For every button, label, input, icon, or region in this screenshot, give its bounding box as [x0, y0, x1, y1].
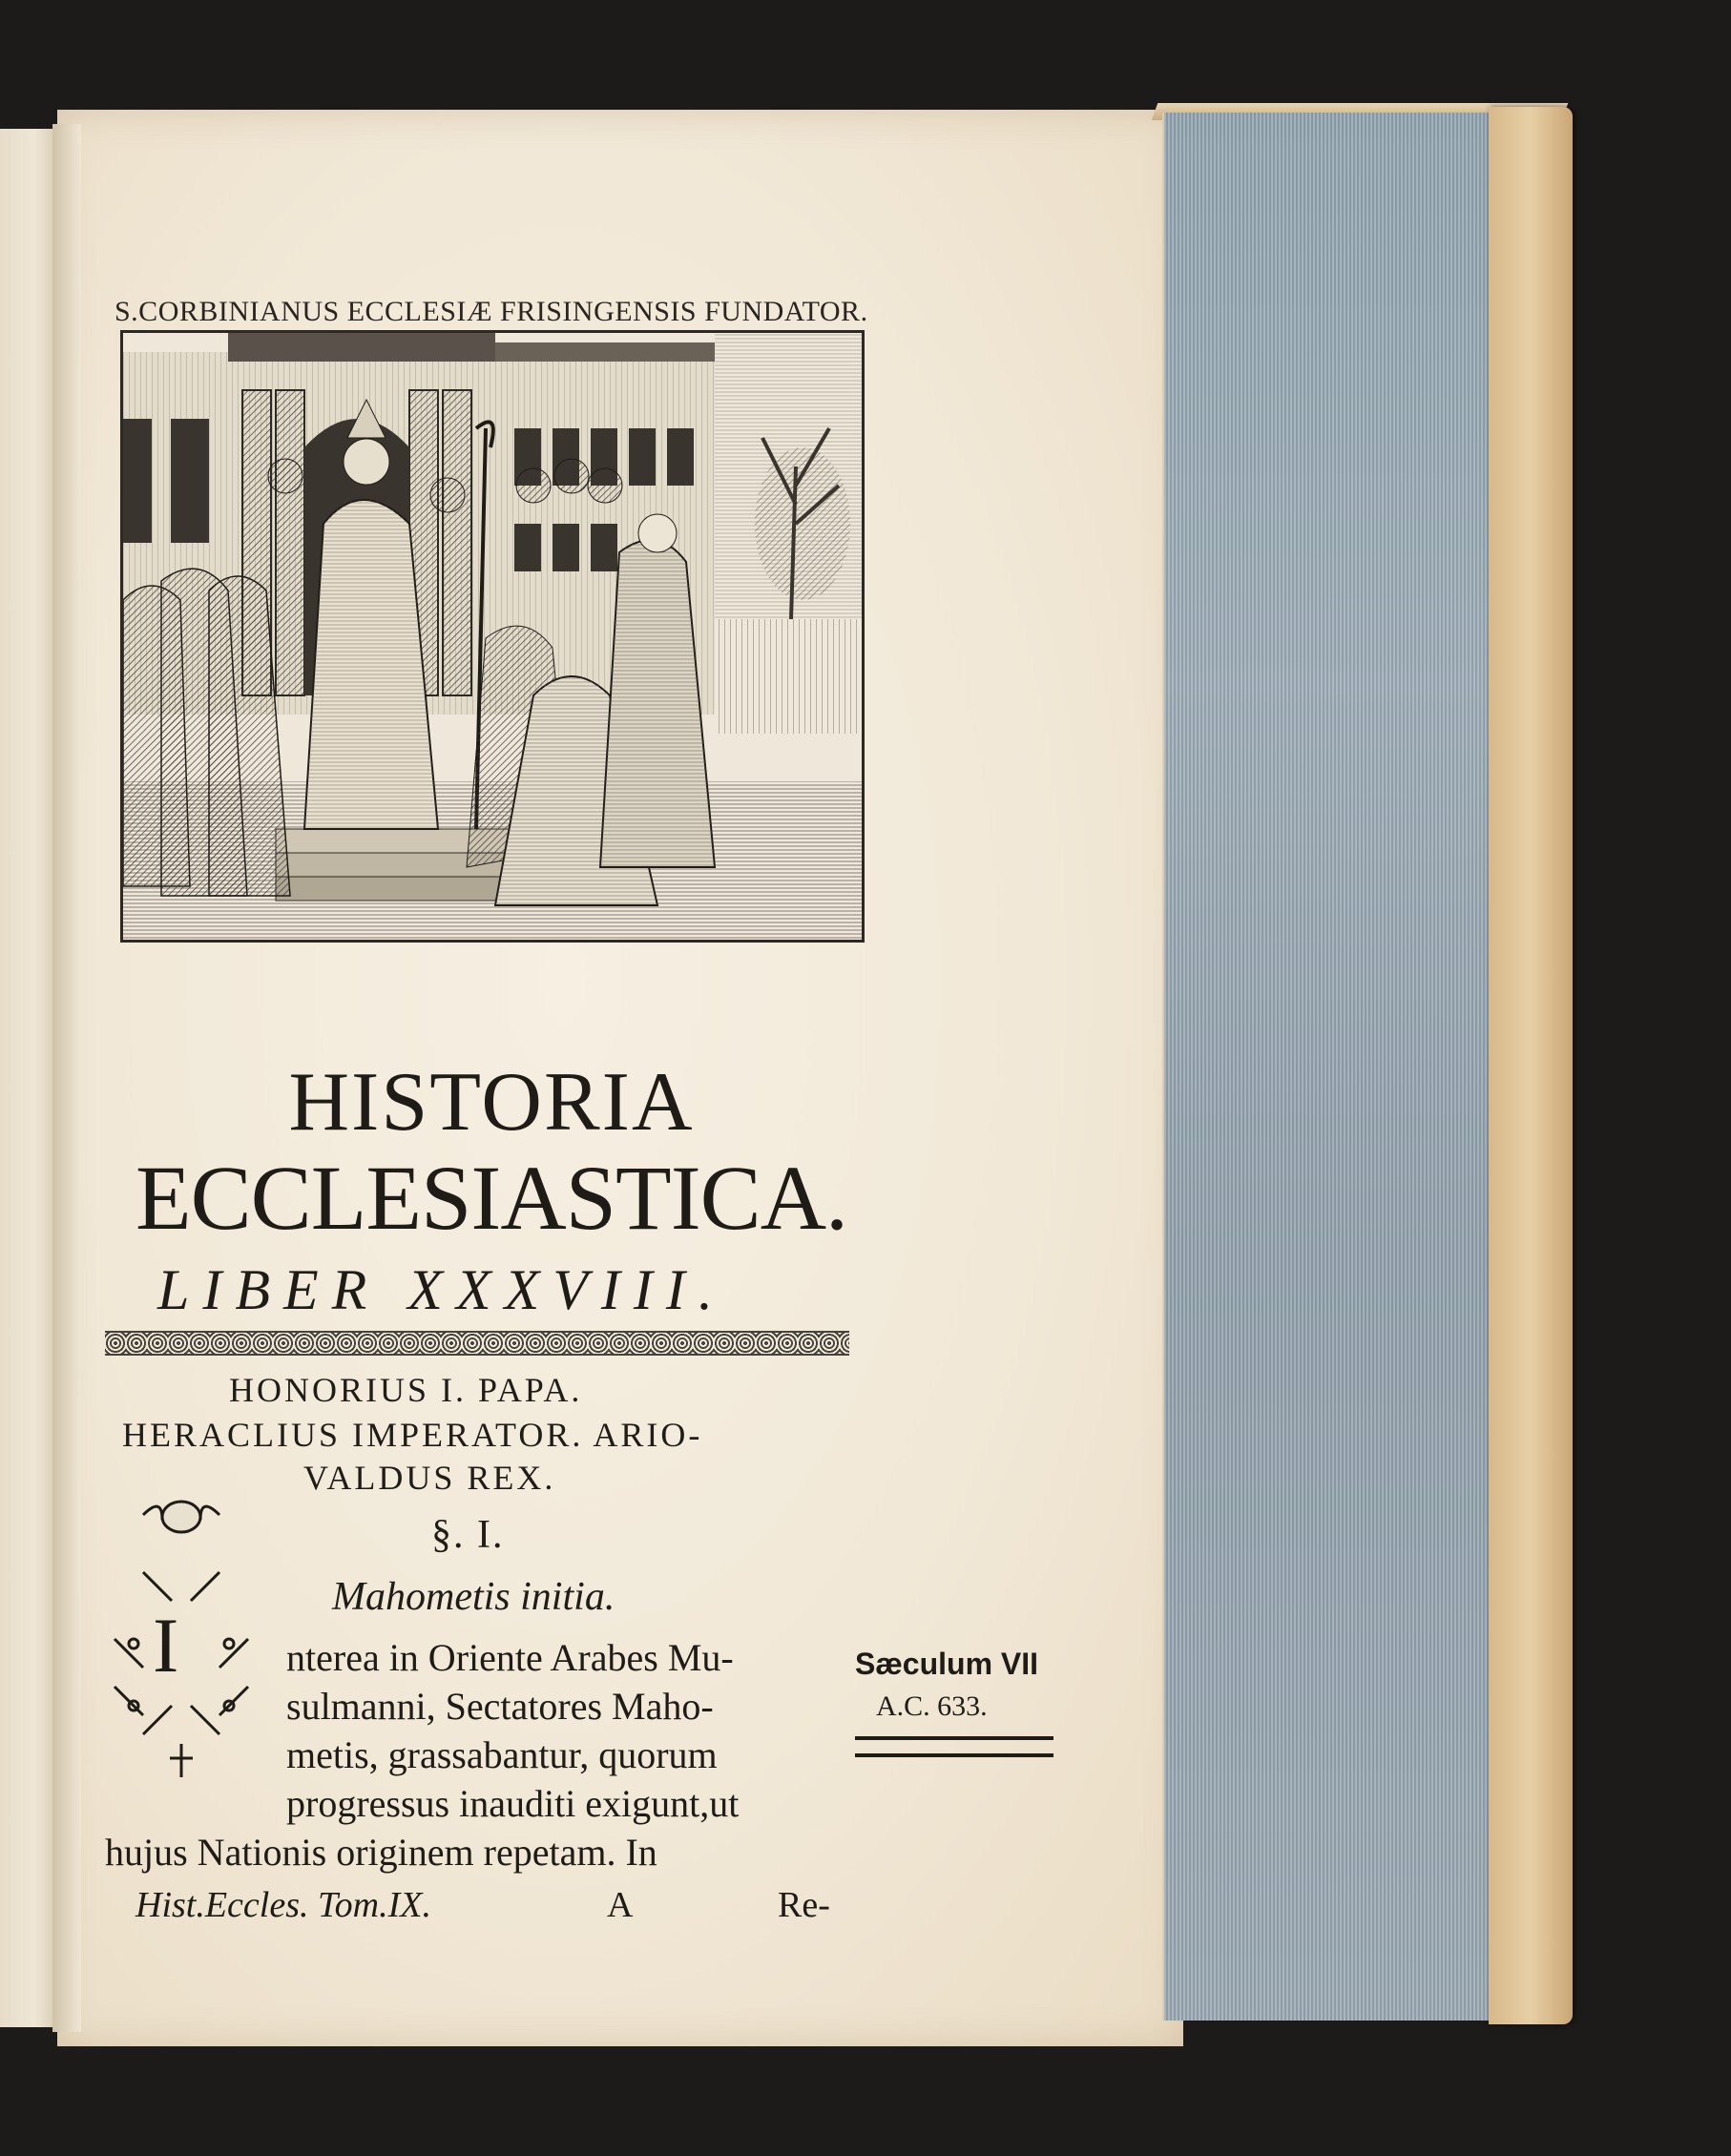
signature-left: Hist.Eccles. Tom.IX. [136, 1885, 431, 1925]
body-line-3: metis, grassabantur, quorum [286, 1733, 718, 1776]
decorated-initial-frame [105, 1496, 267, 1782]
margin-note-year: A.C. 633. [876, 1690, 988, 1722]
left-page-edge [0, 129, 58, 2027]
section-number: §. I. [431, 1513, 505, 1557]
title-ecclesiastica: ECCLESIASTICA. [135, 1147, 848, 1249]
ornamental-rule [105, 1331, 849, 1356]
page-fore-edge [1162, 113, 1503, 2021]
margin-note-century: Sæculum VII [855, 1647, 1039, 1681]
book-number: LIBER XXXVIII. [157, 1258, 726, 1321]
engraving-caption: S.CORBINIANUS ECCLESIÆ FRISINGENSIS FUNDATOR. [115, 296, 868, 327]
body-line-1: nterea in Oriente Arabes Mu- [286, 1636, 734, 1679]
cover-board [1489, 107, 1573, 2024]
pope-line: HONORIUS I. PAPA. [229, 1371, 583, 1409]
margin-note-rule [855, 1736, 1053, 1757]
signature-mark: A [607, 1885, 634, 1925]
king-line: VALDUS REX. [303, 1459, 556, 1497]
drop-cap-letter: I [153, 1602, 179, 1689]
section-title: Mahometis initia. [332, 1575, 615, 1619]
emperor-line: HERACLIUS IMPERATOR. ARIO- [122, 1416, 703, 1454]
book-gutter [52, 124, 81, 2032]
title-historia: HISTORIA [288, 1056, 695, 1149]
engraving-illustration [120, 330, 865, 943]
body-line-5: hujus Nationis originem repetam. In [105, 1831, 657, 1874]
engraving-scene [123, 333, 862, 940]
initial-ornament-icon [105, 1496, 267, 1782]
body-line-4: progressus inauditi exigunt,ut [286, 1782, 740, 1825]
catchword: Re- [778, 1885, 830, 1925]
body-line-2: sulmanni, Sectatores Maho- [286, 1685, 714, 1728]
